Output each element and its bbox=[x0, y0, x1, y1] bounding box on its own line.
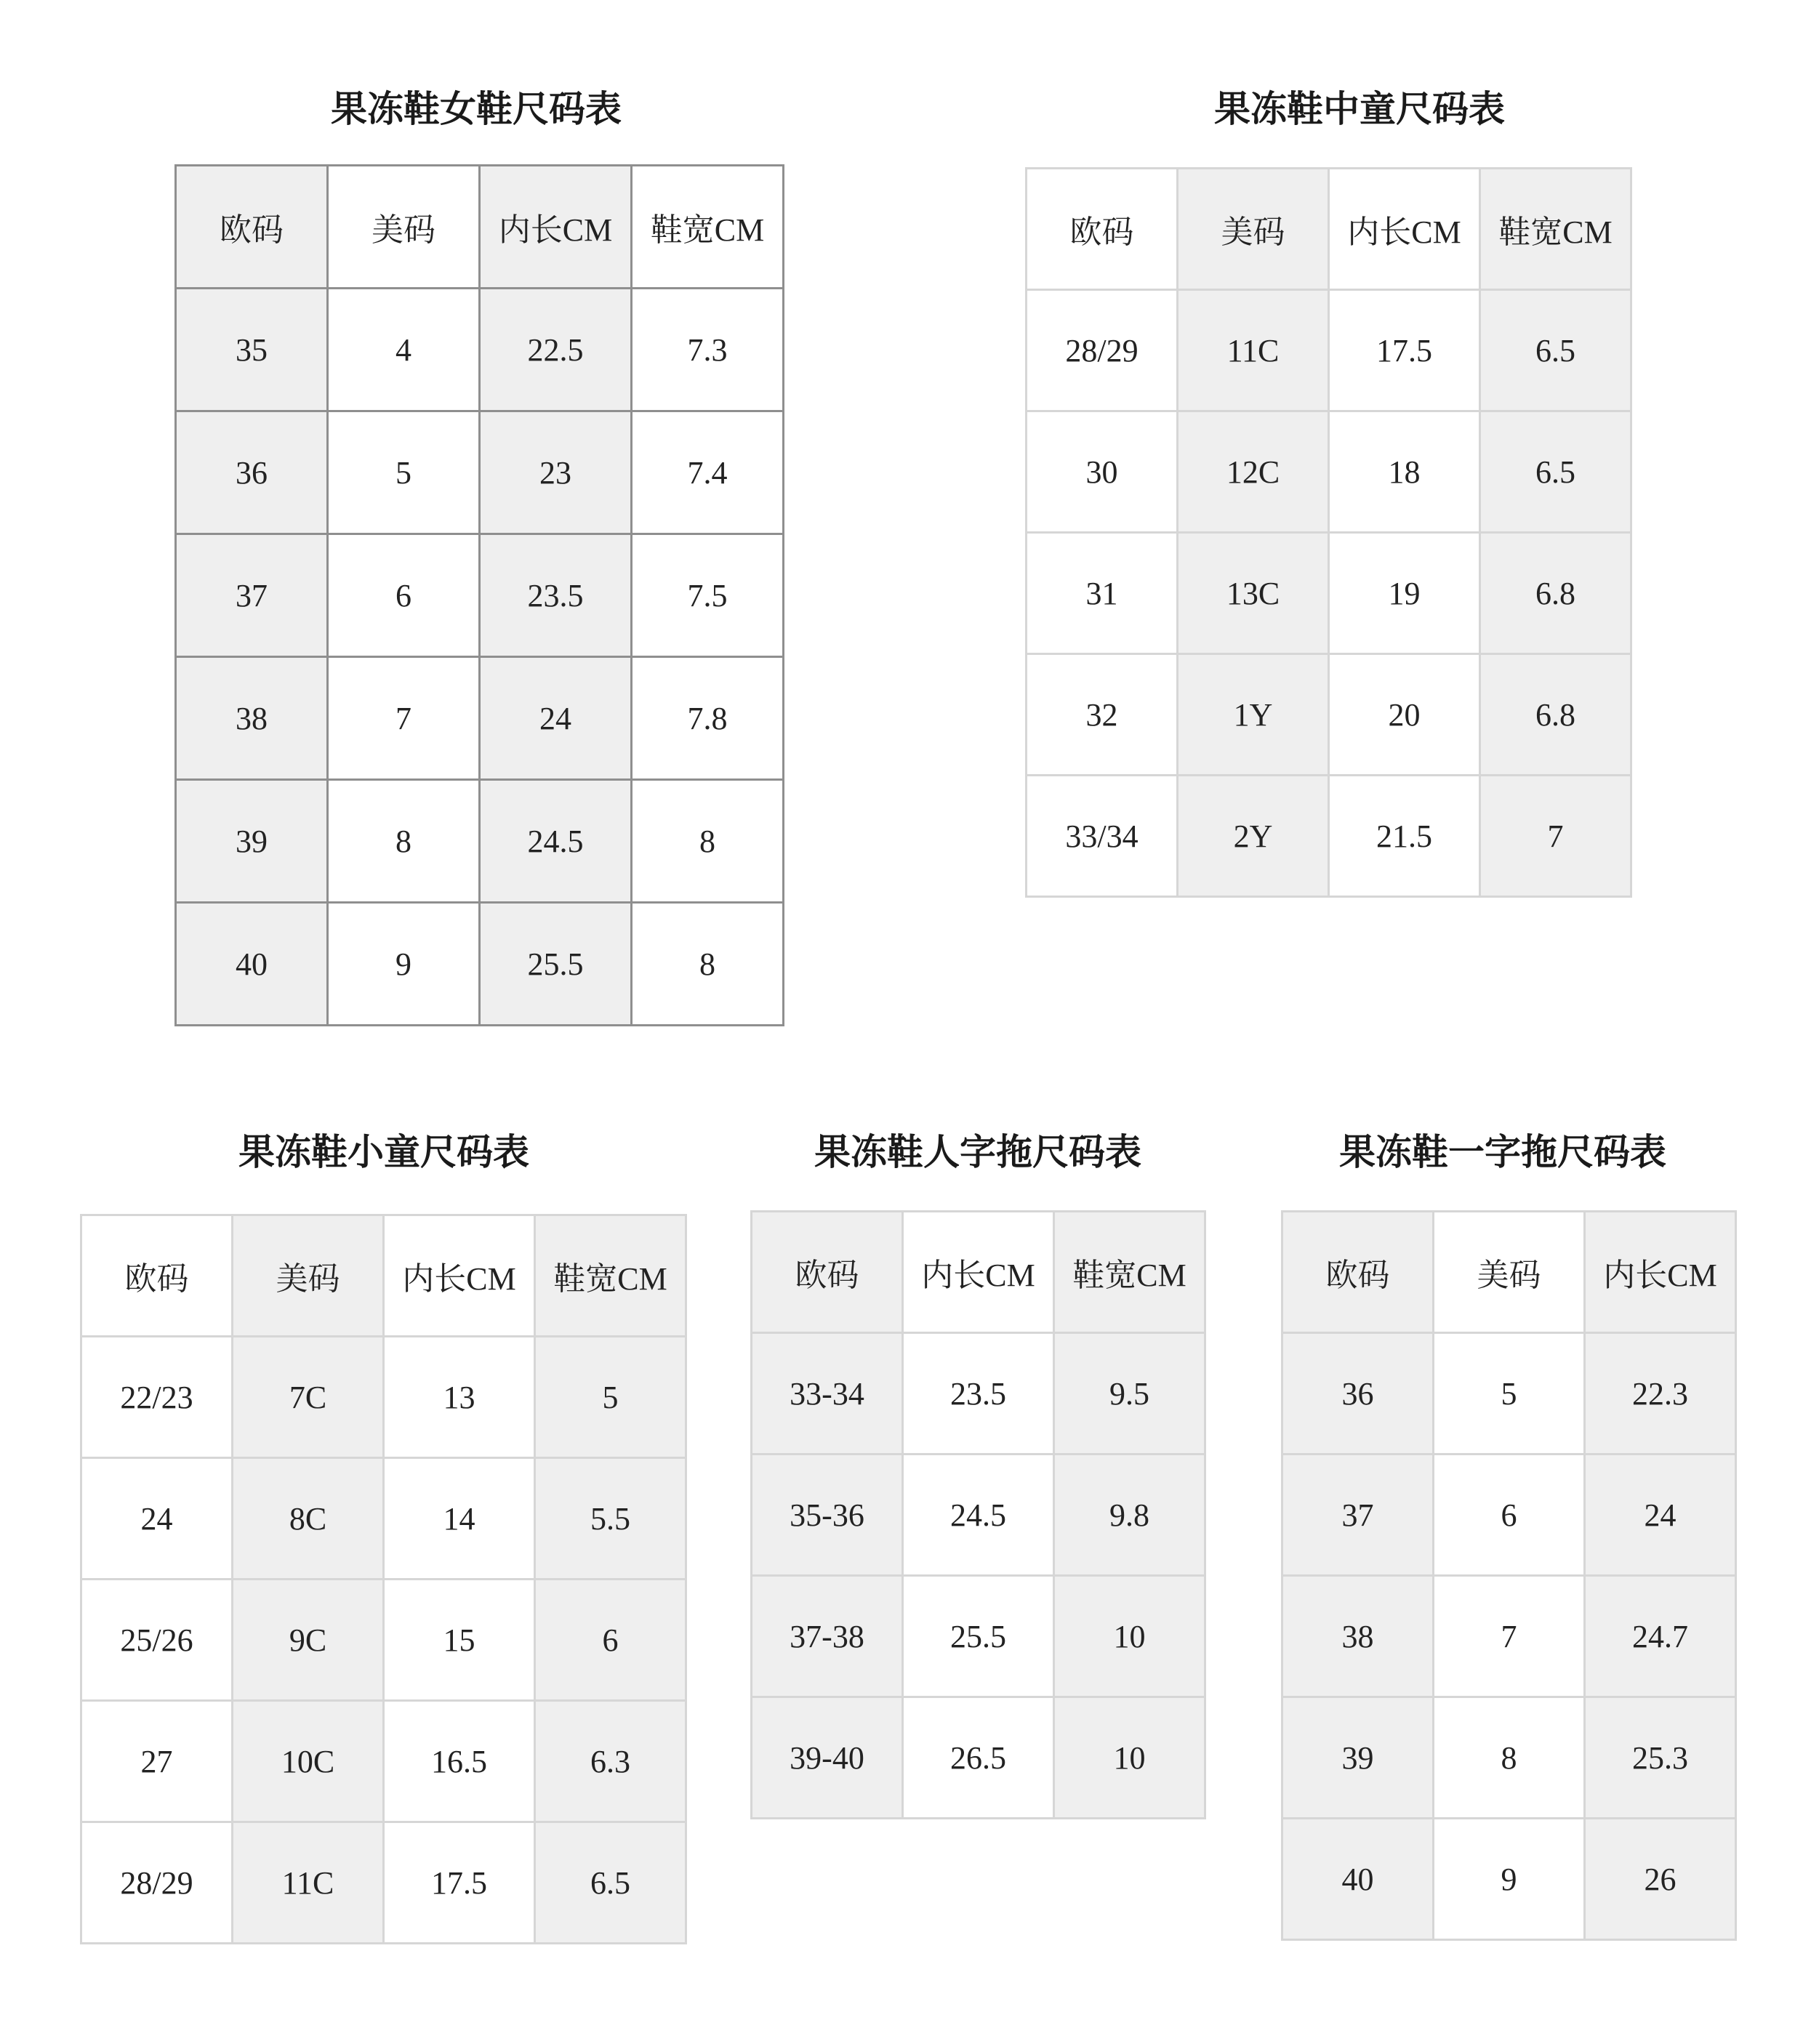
table-cell: 35 bbox=[176, 289, 328, 411]
header-cell: 鞋宽CM bbox=[632, 166, 784, 289]
table-row bbox=[1282, 1454, 1736, 1576]
table-cell: 31 bbox=[1027, 533, 1178, 654]
table-row bbox=[176, 780, 784, 903]
table-cell: 11C bbox=[233, 1822, 384, 1944]
table-cell: 7.3 bbox=[632, 289, 784, 411]
table-cell: 37 bbox=[176, 534, 328, 657]
table-cell: 19 bbox=[1329, 533, 1480, 654]
table-cell: 11C bbox=[1178, 290, 1329, 411]
table-cell: 6 bbox=[535, 1580, 686, 1701]
table-cell: 6.8 bbox=[1480, 654, 1631, 776]
table-row bbox=[81, 1580, 686, 1701]
table-cell: 26 bbox=[1585, 1819, 1736, 1940]
table-row bbox=[1282, 1697, 1736, 1819]
table-cell: 22/23 bbox=[81, 1337, 233, 1458]
table-cell: 8 bbox=[632, 780, 784, 903]
size-table-flip-flops bbox=[750, 1210, 1206, 1819]
table-cell: 6.3 bbox=[535, 1701, 686, 1822]
header-cell: 内长CM bbox=[903, 1212, 1054, 1333]
table-row bbox=[752, 1454, 1205, 1576]
table-row bbox=[1027, 290, 1631, 411]
header-cell: 内长CM bbox=[384, 1215, 535, 1337]
table-cell: 36 bbox=[176, 411, 328, 534]
table-cell: 8 bbox=[632, 903, 784, 1026]
header-cell: 鞋宽CM bbox=[1054, 1212, 1205, 1333]
table-cell: 10C bbox=[233, 1701, 384, 1822]
table-row bbox=[1282, 1819, 1736, 1940]
table-cell: 2Y bbox=[1178, 776, 1329, 897]
table-cell: 38 bbox=[176, 657, 328, 780]
header-cell: 欧码 bbox=[176, 166, 328, 289]
header-row bbox=[1027, 169, 1631, 290]
table-cell: 30 bbox=[1027, 411, 1178, 533]
table-cell: 7.4 bbox=[632, 411, 784, 534]
table-cell: 28/29 bbox=[81, 1822, 233, 1944]
table-cell: 37-38 bbox=[752, 1576, 903, 1697]
table-cell: 5.5 bbox=[535, 1458, 686, 1580]
table-row bbox=[1027, 776, 1631, 897]
table-cell: 7.8 bbox=[632, 657, 784, 780]
table-row bbox=[81, 1701, 686, 1822]
table-cell: 40 bbox=[1282, 1819, 1434, 1940]
table-row bbox=[176, 534, 784, 657]
table-cell: 6 bbox=[328, 534, 480, 657]
table-cell: 9 bbox=[328, 903, 480, 1026]
table-cell: 24 bbox=[81, 1458, 233, 1580]
table-cell: 17.5 bbox=[1329, 290, 1480, 411]
table-cell: 8C bbox=[233, 1458, 384, 1580]
table-cell: 21.5 bbox=[1329, 776, 1480, 897]
table-cell: 16.5 bbox=[384, 1701, 535, 1822]
table-cell: 4 bbox=[328, 289, 480, 411]
table-cell: 24.7 bbox=[1585, 1576, 1736, 1697]
header-cell: 欧码 bbox=[1282, 1212, 1434, 1333]
table-cell: 6.5 bbox=[1480, 411, 1631, 533]
table-cell: 9.5 bbox=[1054, 1333, 1205, 1454]
table-cell: 36 bbox=[1282, 1333, 1434, 1454]
table-title-older-kids: 果冻鞋中童尺码表 bbox=[1214, 88, 1505, 130]
table-cell: 25.3 bbox=[1585, 1697, 1736, 1819]
table-cell: 7 bbox=[1480, 776, 1631, 897]
table-cell: 7 bbox=[1434, 1576, 1585, 1697]
table-cell: 24.5 bbox=[903, 1454, 1054, 1576]
table-cell: 14 bbox=[384, 1458, 535, 1580]
table-cell: 24 bbox=[480, 657, 632, 780]
table-row bbox=[81, 1822, 686, 1944]
table-row bbox=[1282, 1576, 1736, 1697]
size-table-womens bbox=[174, 164, 784, 1026]
header-cell: 内长CM bbox=[480, 166, 632, 289]
table-cell: 38 bbox=[1282, 1576, 1434, 1697]
table-cell: 24 bbox=[1585, 1454, 1736, 1576]
table-cell: 9C bbox=[233, 1580, 384, 1701]
table-row bbox=[752, 1333, 1205, 1454]
table-cell: 13C bbox=[1178, 533, 1329, 654]
table-cell: 25.5 bbox=[480, 903, 632, 1026]
table-row bbox=[752, 1697, 1205, 1819]
table-title-toddlers: 果冻鞋小童尺码表 bbox=[238, 1131, 529, 1173]
header-cell: 美码 bbox=[233, 1215, 384, 1337]
header-cell: 鞋宽CM bbox=[1480, 169, 1631, 290]
header-cell: 美码 bbox=[1178, 169, 1329, 290]
size-table-slides bbox=[1281, 1210, 1737, 1941]
table-cell: 5 bbox=[1434, 1333, 1585, 1454]
table-row bbox=[176, 657, 784, 780]
table-cell: 40 bbox=[176, 903, 328, 1026]
table-cell: 33/34 bbox=[1027, 776, 1178, 897]
table-row bbox=[176, 411, 784, 534]
table-cell: 5 bbox=[535, 1337, 686, 1458]
table-title-slides: 果冻鞋一字拖尺码表 bbox=[1339, 1131, 1666, 1173]
header-cell: 美码 bbox=[328, 166, 480, 289]
header-cell: 美码 bbox=[1434, 1212, 1585, 1333]
table-cell: 32 bbox=[1027, 654, 1178, 776]
table-cell: 26.5 bbox=[903, 1697, 1054, 1819]
header-cell: 鞋宽CM bbox=[535, 1215, 686, 1337]
table-cell: 22.3 bbox=[1585, 1333, 1736, 1454]
table-cell: 37 bbox=[1282, 1454, 1434, 1576]
table-cell: 6.8 bbox=[1480, 533, 1631, 654]
table-cell: 25.5 bbox=[903, 1576, 1054, 1697]
table-cell: 9 bbox=[1434, 1819, 1585, 1940]
table-cell: 39 bbox=[176, 780, 328, 903]
table-row bbox=[81, 1337, 686, 1458]
table-cell: 28/29 bbox=[1027, 290, 1178, 411]
table-cell: 10 bbox=[1054, 1697, 1205, 1819]
table-cell: 24.5 bbox=[480, 780, 632, 903]
header-cell: 欧码 bbox=[752, 1212, 903, 1333]
table-cell: 6 bbox=[1434, 1454, 1585, 1576]
table-cell: 12C bbox=[1178, 411, 1329, 533]
table-cell: 9.8 bbox=[1054, 1454, 1205, 1576]
table-cell: 25/26 bbox=[81, 1580, 233, 1701]
table-cell: 33-34 bbox=[752, 1333, 903, 1454]
table-cell: 7C bbox=[233, 1337, 384, 1458]
table-cell: 7.5 bbox=[632, 534, 784, 657]
header-row bbox=[176, 166, 784, 289]
header-cell: 欧码 bbox=[81, 1215, 233, 1337]
table-title-womens: 果冻鞋女鞋尺码表 bbox=[331, 88, 622, 130]
table-cell: 39 bbox=[1282, 1697, 1434, 1819]
table-cell: 15 bbox=[384, 1580, 535, 1701]
table-row bbox=[1027, 654, 1631, 776]
table-row bbox=[81, 1458, 686, 1580]
table-cell: 35-36 bbox=[752, 1454, 903, 1576]
table-cell: 8 bbox=[328, 780, 480, 903]
header-cell: 欧码 bbox=[1027, 169, 1178, 290]
size-table-toddlers bbox=[80, 1214, 687, 1944]
table-cell: 23.5 bbox=[480, 534, 632, 657]
size-table-older-kids bbox=[1025, 167, 1632, 898]
table-cell: 23.5 bbox=[903, 1333, 1054, 1454]
table-row bbox=[1027, 533, 1631, 654]
header-cell: 内长CM bbox=[1585, 1212, 1736, 1333]
table-cell: 20 bbox=[1329, 654, 1480, 776]
table-row bbox=[176, 903, 784, 1026]
header-row bbox=[1282, 1212, 1736, 1333]
table-cell: 6.5 bbox=[1480, 290, 1631, 411]
table-cell: 17.5 bbox=[384, 1822, 535, 1944]
table-cell: 39-40 bbox=[752, 1697, 903, 1819]
table-cell: 18 bbox=[1329, 411, 1480, 533]
table-row bbox=[752, 1576, 1205, 1697]
table-cell: 5 bbox=[328, 411, 480, 534]
table-cell: 13 bbox=[384, 1337, 535, 1458]
table-row bbox=[1027, 411, 1631, 533]
table-cell: 8 bbox=[1434, 1697, 1585, 1819]
table-title-flip-flops: 果冻鞋人字拖尺码表 bbox=[814, 1131, 1141, 1173]
table-cell: 22.5 bbox=[480, 289, 632, 411]
table-row bbox=[176, 289, 784, 411]
header-row bbox=[81, 1215, 686, 1337]
table-cell: 7 bbox=[328, 657, 480, 780]
header-row bbox=[752, 1212, 1205, 1333]
table-cell: 1Y bbox=[1178, 654, 1329, 776]
table-cell: 23 bbox=[480, 411, 632, 534]
header-cell: 内长CM bbox=[1329, 169, 1480, 290]
table-row bbox=[1282, 1333, 1736, 1454]
table-cell: 10 bbox=[1054, 1576, 1205, 1697]
table-cell: 27 bbox=[81, 1701, 233, 1822]
table-cell: 6.5 bbox=[535, 1822, 686, 1944]
